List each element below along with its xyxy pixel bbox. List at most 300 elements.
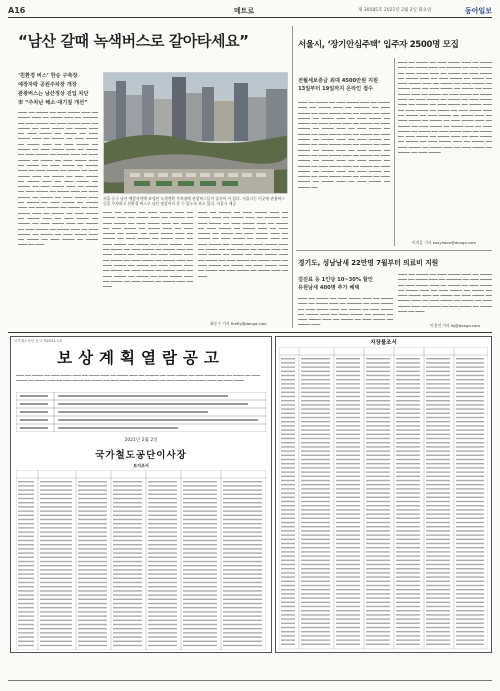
table-cell-text (301, 492, 330, 493)
table-cell-text (18, 628, 34, 629)
table-cell-text (396, 623, 420, 624)
table-cell-text (366, 602, 390, 603)
table-cell-text (456, 539, 484, 540)
table-cell-text (426, 362, 450, 363)
table-cell-text (40, 611, 72, 612)
table-cell-text (366, 476, 390, 477)
right-headline-2: 경기도, 성남남새 22만명 7월부터 의료비 지원 (298, 259, 439, 267)
table-cell-text (148, 536, 177, 537)
table-cell-text (18, 510, 34, 511)
table-cell-text (396, 463, 420, 464)
article-divider (296, 250, 492, 251)
table-cell-text (396, 572, 420, 573)
table-cell-text (426, 606, 450, 607)
table-cell-text (40, 515, 72, 516)
table-cell-text (113, 523, 142, 524)
subhead-line: 유원남새 400명 추가 혜택 (298, 285, 360, 291)
table-cell-text (18, 481, 34, 482)
table-cell-text (336, 635, 360, 636)
table-cell-text (336, 408, 360, 409)
table-cell-text (183, 557, 217, 558)
table-cell-text (301, 564, 330, 565)
table-cell-text (148, 578, 177, 579)
table-cell-text (223, 636, 262, 637)
table-cell-text (366, 568, 390, 569)
table-cell-text (18, 544, 34, 545)
table-cell-text (18, 531, 34, 532)
table-cell-text (281, 618, 295, 619)
table-cell-text (148, 624, 177, 625)
table-cell-text (40, 536, 72, 537)
notice-number: 국가철도공단 공고 제2021-1호 (14, 339, 63, 343)
table-cell-text (40, 531, 72, 532)
table-cell-text (366, 526, 390, 527)
table-cell-text (336, 526, 360, 527)
table-cell-text (336, 413, 360, 414)
table-cell-text (18, 565, 34, 566)
table-cell-text (456, 501, 484, 502)
table-cell-text (426, 543, 450, 544)
table-cell-text (183, 552, 217, 553)
table-cell-text (148, 523, 177, 524)
table-cell-text (281, 366, 295, 367)
table-cell-text (396, 404, 420, 405)
table-cell-text (396, 455, 420, 456)
table-cell-text (281, 505, 295, 506)
table-cell-text (336, 417, 360, 418)
table-cell-text (426, 387, 450, 388)
table-cell-text (183, 599, 217, 600)
table-cell-text (366, 509, 390, 510)
table-cell-text (78, 498, 107, 499)
table-cell-text (40, 620, 72, 621)
table-cell-text (366, 505, 390, 506)
table-cell-text (148, 565, 177, 566)
table-cell-text (281, 560, 295, 561)
table-cell-text (366, 614, 390, 615)
table-cell-text (336, 585, 360, 586)
table-cell-text (183, 502, 217, 503)
table-cell-text (18, 615, 34, 616)
table-cell-text (456, 526, 484, 527)
table-cell-text (336, 555, 360, 556)
table-cell-text (396, 576, 420, 577)
table-cell-text (426, 392, 450, 393)
table-cell-text (396, 358, 420, 359)
table-cell-text (223, 485, 262, 486)
table-cell-text (18, 489, 34, 490)
table-cell-text (113, 582, 142, 583)
table-cell-text (366, 539, 390, 540)
table-cell-text (426, 417, 450, 418)
table-cell-text (456, 505, 484, 506)
table-cell-text (301, 560, 330, 561)
right-headline-1: 서울시, ‘장기안심주택’ 입주자 2500명 모집 (298, 40, 459, 50)
table-cell-text (426, 438, 450, 439)
table-cell-text (78, 632, 107, 633)
table-cell-text (148, 645, 177, 646)
table-cell-text (281, 597, 295, 598)
table-cell-text (281, 421, 295, 422)
table-cell-text (148, 481, 177, 482)
table-cell-text (78, 519, 107, 520)
table-cell-text (336, 530, 360, 531)
table-cell-text (40, 544, 72, 545)
table-cell-text (281, 513, 295, 514)
table-cell-text (281, 434, 295, 435)
notice-date: 2021년 2월 2일 (124, 438, 158, 443)
table-cell-text (456, 408, 484, 409)
table-cell-text (301, 396, 330, 397)
table-cell-text (301, 501, 330, 502)
table-cell-text (18, 645, 34, 646)
table-cell-text (18, 632, 34, 633)
table-cell-text (336, 362, 360, 363)
table-cell-text (396, 488, 420, 489)
table-cell-text (456, 513, 484, 514)
table-cell-text (366, 639, 390, 640)
table-cell-text (183, 615, 217, 616)
table-cell-text (336, 522, 360, 523)
table-cell-text (426, 488, 450, 489)
table-cell-text (366, 576, 390, 577)
table-cell-text (281, 396, 295, 397)
table-cell-text (426, 446, 450, 447)
table-cell-text (366, 593, 390, 594)
table-cell-text (78, 628, 107, 629)
table-cell-text (281, 480, 295, 481)
table-cell-text (40, 489, 72, 490)
table-cell-text (183, 561, 217, 562)
table-cell-text (148, 548, 177, 549)
table-cell-text (396, 484, 420, 485)
table-cell-text (223, 573, 262, 574)
table-cell-text (366, 455, 390, 456)
table-cell-text (78, 620, 107, 621)
table-cell-text (78, 645, 107, 646)
table-cell-text (301, 392, 330, 393)
table-cell-text (366, 530, 390, 531)
table-cell-text (223, 506, 262, 507)
table-cell-text (336, 383, 360, 384)
table-cell-text (456, 593, 484, 594)
table-cell-text (301, 480, 330, 481)
table-cell-text (183, 536, 217, 537)
table-cell-text (223, 498, 262, 499)
table-cell-text (183, 523, 217, 524)
table-cell-text (366, 379, 390, 380)
table-cell-text (456, 467, 484, 468)
table-cell-text (366, 564, 390, 565)
table-cell-text (336, 476, 360, 477)
table-cell-text (113, 615, 142, 616)
table-cell-text (223, 611, 262, 612)
table-cell-text (148, 641, 177, 642)
table-cell-text (396, 387, 420, 388)
table-cell-text (456, 635, 484, 636)
table-cell-text (113, 510, 142, 511)
table-cell-text (396, 543, 420, 544)
table-cell-text (366, 484, 390, 485)
table-cell-text (336, 488, 360, 489)
table-cell-text (18, 515, 34, 516)
table-cell-text (301, 597, 330, 598)
table-cell-text (223, 561, 262, 562)
newspaper-logo: 동아일보 (464, 7, 492, 15)
table-cell-text (456, 614, 484, 615)
table-cell-text (301, 509, 330, 510)
ad-section-rule (8, 332, 492, 333)
table-cell-text (301, 610, 330, 611)
table-cell-text (281, 555, 295, 556)
table-cell-text (396, 417, 420, 418)
footer-rule (8, 680, 492, 681)
table-cell-text (301, 497, 330, 498)
table-cell-text (78, 624, 107, 625)
table-cell-text (301, 513, 330, 514)
table-cell-text (78, 586, 107, 587)
table-cell-text (78, 552, 107, 553)
right-subheads-1 (298, 77, 390, 93)
table-cell-text (281, 534, 295, 535)
table-cell-text (148, 510, 177, 511)
table-cell-text (281, 639, 295, 640)
table-cell-text (456, 618, 484, 619)
table-cell-text (301, 417, 330, 418)
table-cell-text (456, 404, 484, 405)
table-cell-text (78, 569, 107, 570)
table-cell-text (301, 383, 330, 384)
table-cell-text (336, 572, 360, 573)
table-cell-text (18, 485, 34, 486)
table-cell-text (183, 611, 217, 612)
table-cell-text (40, 615, 72, 616)
table-cell-text (396, 497, 420, 498)
table-cell-text (148, 594, 177, 595)
table-cell-text (336, 539, 360, 540)
table-cell-text (281, 501, 295, 502)
table-cell-text (336, 543, 360, 544)
table-cell-text (336, 375, 360, 376)
table-cell-text (301, 644, 330, 645)
table-cell-text (223, 548, 262, 549)
table-cell-text (366, 387, 390, 388)
table-cell-text (396, 396, 420, 397)
table-cell-text (301, 593, 330, 594)
table-cell-text (301, 518, 330, 519)
table-cell-text (456, 610, 484, 611)
table-cell-text (301, 467, 330, 468)
table-cell-text (336, 421, 360, 422)
table-cell-text (113, 603, 142, 604)
table-cell-text (301, 505, 330, 506)
table-cell-text (456, 358, 484, 359)
table-cell-text (366, 438, 390, 439)
table-cell-text (336, 471, 360, 472)
table-cell-text (113, 599, 142, 600)
table-cell-text (113, 531, 142, 532)
table-cell-text (301, 623, 330, 624)
table-cell-text (281, 467, 295, 468)
table-cell-text (396, 597, 420, 598)
table-cell-text (78, 615, 107, 616)
land-table (16, 470, 266, 650)
table-cell-text (456, 530, 484, 531)
table-cell-text (301, 371, 330, 372)
table-cell-text (78, 561, 107, 562)
table-cell-text (336, 639, 360, 640)
table-cell-text (113, 573, 142, 574)
table-cell-text (113, 594, 142, 595)
table-cell-text (18, 536, 34, 537)
table-cell-text (426, 518, 450, 519)
table-cell-text (78, 641, 107, 642)
table-cell-text (336, 497, 360, 498)
table-cell-text (113, 540, 142, 541)
table-cell-text (396, 593, 420, 594)
table-cell-text (183, 527, 217, 528)
table-cell-text (183, 485, 217, 486)
table-cell-text (366, 421, 390, 422)
table-cell-text (396, 505, 420, 506)
table-cell-text (78, 636, 107, 637)
table-cell-text (336, 425, 360, 426)
table-cell-text (366, 413, 390, 414)
table-cell-text (18, 502, 34, 503)
table-cell-text (426, 593, 450, 594)
table-cell-text (301, 602, 330, 603)
table-cell-text (366, 543, 390, 544)
table-cell-text (148, 527, 177, 528)
table-cell-text (366, 497, 390, 498)
table-cell-text (18, 641, 34, 642)
article-body-column: ▁▁▁ ▁▁ ▁▁▁▁ ▁▁ ▁▁▁ ▁▁▁▁ ▁▁▁ ▁▁ ▁▁▁▁ ▁▁▁ ▁▁ ▁▁▁▁ ▁▁▁ ▁▁ ▁▁▁▁▁ ▁▁ ▁▁▁ ▁▁▁▁ ▁▁ ▁▁▁ ▁▁▁▁ ▁▁▁ ▁▁ ▁▁▁▁ ▁▁ ▁▁▁ ▁▁▁▁ ▁▁ ▁▁▁▁ ▁▁▁ ▁▁ ▁▁▁ ▁▁▁▁ ▁▁ ▁▁▁▁ ▁▁ ▁▁▁ ▁▁▁▁ ▁▁▁ ▁▁ ▁▁▁▁ ▁▁ ▁▁▁ ▁▁▁▁ ▁▁ ▁▁▁▁ ▁▁▁ (298, 294, 393, 326)
table-cell-text (223, 510, 262, 511)
table-cell-text (223, 536, 262, 537)
table-cell-text (366, 358, 390, 359)
table-cell-text (366, 446, 390, 447)
table-cell-text (183, 590, 217, 591)
table-cell-text (301, 362, 330, 363)
table-cell-text (281, 392, 295, 393)
table-cell-text (18, 611, 34, 612)
table-cell-text (78, 607, 107, 608)
table-cell-text (301, 366, 330, 367)
table-cell-text (281, 589, 295, 590)
table-cell-text (336, 568, 360, 569)
table-cell-text (336, 610, 360, 611)
table-cell-text (78, 515, 107, 516)
table-cell-text (426, 400, 450, 401)
table-cell-text (336, 576, 360, 577)
table-cell-text (113, 645, 142, 646)
table-cell-text (223, 645, 262, 646)
table-cell-text (456, 480, 484, 481)
article-body-column: ▁▁▁ ▁▁ ▁▁▁▁ ▁▁ ▁▁▁ ▁▁▁▁ ▁▁▁ ▁▁ ▁▁▁▁ ▁▁▁ ▁▁ ▁▁▁▁ ▁▁▁ ▁▁ ▁▁▁▁▁ ▁▁ ▁▁▁ ▁▁▁▁ ▁▁ ▁▁▁ ▁▁▁▁ ▁▁▁ ▁▁ ▁▁▁▁ ▁▁ ▁▁▁ ▁▁▁▁ ▁▁ ▁▁▁▁ ▁▁▁ ▁▁ ▁▁▁ ▁▁▁▁ ▁▁ ▁▁▁▁ ▁▁ ▁▁▁ ▁▁▁▁ ▁▁▁ ▁▁ ▁▁▁▁ ▁▁ ▁▁▁ ▁▁▁▁ ▁▁ ▁▁▁▁ ▁▁▁ ▁▁ ▁▁▁ ▁▁▁▁ ▁▁ ▁▁▁▁ ▁▁ ▁▁▁ ▁▁▁▁ ▁▁▁ ▁▁ ▁▁▁▁ ▁▁ ▁▁▁ ▁▁▁▁ ▁▁ ▁▁▁▁ ▁▁▁ ▁▁ ▁▁▁ ▁▁▁▁ ▁▁ ▁▁▁▁ ▁▁ ▁▁▁ ▁▁▁▁ ▁▁▁ ▁▁ ▁▁▁▁ ▁▁ ▁▁▁ ▁▁▁▁ ▁▁ ▁▁▁▁ ▁▁▁ ▁▁ ▁▁▁ ▁▁▁▁ ▁▁ ▁▁▁▁ ▁▁ ▁▁▁ ▁▁▁▁ ▁▁▁ ▁▁ ▁▁▁▁ ▁▁ ▁▁▁ ▁▁▁▁ ▁▁ ▁▁▁▁ ▁▁▁ ▁▁ ▁▁▁ ▁▁▁▁ ▁▁ ▁▁▁▁ ▁▁ ▁▁▁ ▁▁▁▁ ▁▁▁ ▁▁ ▁▁▁▁ ▁▁ ▁▁▁ ▁▁▁▁ ▁▁ ▁▁▁▁ ▁▁▁ ▁▁ ▁▁▁ ▁▁▁▁ ▁▁ ▁▁▁▁ ▁▁ ▁▁▁ ▁▁▁▁ ▁▁▁ ▁▁ ▁▁▁▁ ▁▁ ▁▁▁ ▁▁▁▁ ▁▁ ▁▁▁▁ ▁▁▁ ▁▁ ▁▁▁ ▁▁▁▁ ▁▁ ▁▁▁▁ ▁▁ ▁▁▁ ▁▁▁▁ ▁▁▁ ▁▁ ▁▁▁▁ ▁▁ ▁▁▁ ▁▁▁▁ ▁▁ ▁▁▁▁ ▁▁▁ ▁▁ ▁▁▁ ▁▁▁▁ ▁▁ ▁▁▁▁ ▁▁ ▁▁▁ ▁▁▁▁ ▁▁▁ ▁▁ ▁▁▁▁ ▁▁ ▁▁▁ ▁▁▁▁ ▁▁ ▁▁▁▁ ▁▁▁ ▁▁ ▁▁▁ ▁▁▁▁ ▁▁ ▁▁▁▁ ▁▁ ▁▁▁ ▁▁▁▁ ▁▁▁ ▁▁ ▁▁▁▁ ▁▁ ▁▁▁ ▁▁▁▁ ▁▁ ▁▁▁▁ ▁▁▁ ▁▁ ▁▁▁ (18, 108, 98, 246)
table-cell-text (396, 602, 420, 603)
table-cell-text (301, 421, 330, 422)
table-cell-text (148, 506, 177, 507)
table-cell-text (281, 568, 295, 569)
table-cell-text (426, 476, 450, 477)
table-cell-text (301, 530, 330, 531)
table-cell-text (281, 425, 295, 426)
table-cell-text (301, 425, 330, 426)
notice-title: 보상계획열람공고 (57, 349, 225, 367)
table-cell-text (426, 404, 450, 405)
table-cell-text (113, 498, 142, 499)
table-cell-text (281, 610, 295, 611)
table-cell-text (183, 544, 217, 545)
table-cell-text (281, 509, 295, 510)
table-cell-text (366, 627, 390, 628)
table-cell-text (456, 581, 484, 582)
table-cell-text (40, 624, 72, 625)
table-cell-text (426, 623, 450, 624)
table-cell-text (113, 590, 142, 591)
table-cell-text (281, 417, 295, 418)
table-cell-text (281, 623, 295, 624)
table-cell-text (281, 564, 295, 565)
table-cell-text (281, 438, 295, 439)
table-cell-text (18, 552, 34, 553)
table-cell-text (301, 614, 330, 615)
table-cell-text (183, 548, 217, 549)
table-cell-text (40, 506, 72, 507)
table-cell-text (113, 544, 142, 545)
table-cell-text (40, 641, 72, 642)
table-cell-text (456, 396, 484, 397)
table-cell-text (78, 557, 107, 558)
notice-org: 국가철도공단이사장 (95, 450, 187, 461)
table-cell-text (183, 506, 217, 507)
table-cell-text (396, 375, 420, 376)
table-cell-text (113, 565, 142, 566)
table-cell-text (183, 498, 217, 499)
subhead-line: 13일부터 19일까지 온라인 접수 (298, 86, 373, 92)
table-cell-text (148, 519, 177, 520)
table-cell-text (148, 603, 177, 604)
table-cell-text (366, 644, 390, 645)
table-cell-text (396, 534, 420, 535)
table-cell-text (366, 408, 390, 409)
table-cell-text (148, 582, 177, 583)
table-cell-text (183, 489, 217, 490)
table-cell-text (40, 552, 72, 553)
table-cell-text (336, 450, 360, 451)
table-cell-text (336, 606, 360, 607)
right-subheads-2 (298, 276, 393, 292)
table-cell-text (456, 631, 484, 632)
table-cell-text (301, 618, 330, 619)
table-cell-text (426, 585, 450, 586)
table-cell-text (223, 519, 262, 520)
table-cell-text (78, 578, 107, 579)
table-cell-text (426, 576, 450, 577)
table-cell-text (301, 442, 330, 443)
table-cell-text (426, 560, 450, 561)
table-cell-text (366, 371, 390, 372)
table-cell-text (366, 597, 390, 598)
table-cell-text (281, 358, 295, 359)
table-cell-text (366, 434, 390, 435)
table-cell-text (223, 607, 262, 608)
table-cell-text (40, 594, 72, 595)
table-cell-text (301, 576, 330, 577)
table-cell-text (426, 467, 450, 468)
table-cell-text (281, 429, 295, 430)
table-cell-text (426, 644, 450, 645)
